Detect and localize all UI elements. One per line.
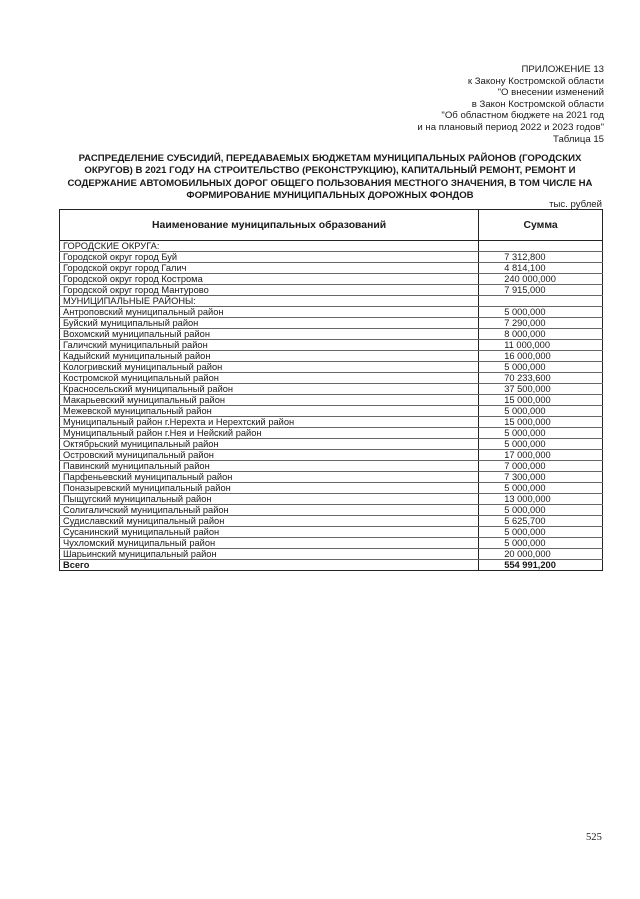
table-row [60, 505, 603, 516]
table-row [60, 351, 603, 362]
subsidy-amount: 16 000,000 [479, 351, 603, 362]
table-row [60, 494, 603, 505]
subsidy-amount: 5 000,000 [479, 505, 603, 516]
table-row [60, 285, 603, 296]
table-row [60, 549, 603, 560]
subsidy-amount: 7 290,000 [479, 318, 603, 329]
subsidy-amount: 7 312,800 [479, 252, 603, 263]
subsidy-amount: 5 000,000 [479, 483, 603, 494]
subsidy-amount: 17 000,000 [479, 450, 603, 461]
table-row [60, 274, 603, 285]
subsidy-amount: 20 000,000 [479, 549, 603, 560]
municipality-name: Городской округ город Галич [60, 263, 479, 274]
subsidy-amount: 5 000,000 [479, 307, 603, 318]
municipality-name: Макарьевский муниципальный район [60, 395, 479, 406]
municipality-name: Костромской муниципальный район [60, 373, 479, 384]
subsidy-amount: 15 000,000 [479, 417, 603, 428]
municipality-name: Городской округ город Буй [60, 252, 479, 263]
units-label: тыс. рублей [549, 199, 602, 210]
subsidy-amount: 15 000,000 [479, 395, 603, 406]
municipality-name: Чухломский муниципальный район [60, 538, 479, 549]
table-row [60, 472, 603, 483]
section-header-row [60, 296, 603, 307]
total-label: Всего [60, 560, 479, 571]
municipality-name: Судиславский муниципальный район [60, 516, 479, 527]
subsidy-amount: 5 000,000 [479, 406, 603, 417]
municipality-name: Шарьинский муниципальный район [60, 549, 479, 560]
header-line: в Закон Костромской области [471, 98, 604, 110]
municipality-name: Межевской муниципальный район [60, 406, 479, 417]
municipality-name: Пыщугский муниципальный район [60, 494, 479, 505]
subsidy-amount: 240 000,000 [479, 274, 603, 285]
table-row [60, 406, 603, 417]
municipality-name: Буйский муниципальный район [60, 318, 479, 329]
subsidy-amount: 4 814,100 [479, 263, 603, 274]
municipality-name: Солигаличский муниципальный район [60, 505, 479, 516]
municipality-name: Сусанинский муниципальный район [60, 527, 479, 538]
municipality-name: Городской округ город Мантурово [60, 285, 479, 296]
table-row [60, 384, 603, 395]
table-row [60, 340, 603, 351]
table-row [60, 439, 603, 450]
document-title: РАСПРЕДЕЛЕНИЕ СУБСИДИЙ, ПЕРЕДАВАЕМЫХ БЮДЖЕТАМ МУНИЦИПАЛЬНЫХ РАЙОНОВ (ГОРОДСКИХ ОКРУГОВ) В 2021 ГОДУ НА СТРОИТЕЛЬСТВО (РЕКОНСТРУКЦИЮ), КАПИТАЛЬНЫЙ РЕМОНТ, РЕМОНТ И СОДЕРЖАНИЕ АВТОМОБИЛЬНЫХ ДОРОГ ОБЩЕГО ПОЛЬЗОВАНИЯ МЕСТНОГО ЗНАЧЕНИЯ, В ТОМ ЧИСЛЕ НА ФОРМИРОВАНИЕ МУНИЦИПАЛЬНЫХ ДОРОЖНЫХ ФОНДОВ [67, 153, 593, 202]
municipality-name: Октябрьский муниципальный район [60, 439, 479, 450]
section-header-row [60, 241, 603, 252]
subsidy-amount [479, 241, 603, 252]
subsidy-amount: 7 300,000 [479, 472, 603, 483]
municipality-name: МУНИЦИПАЛЬНЫЕ РАЙОНЫ: [60, 296, 479, 307]
subsidy-table [59, 209, 603, 571]
header-line: "Об областном бюджете на 2021 год [441, 110, 604, 122]
table-row [60, 461, 603, 472]
municipality-name: Поназыревский муниципальный район [60, 483, 479, 494]
header-line: и на плановый период 2022 и 2023 годов" [417, 121, 604, 133]
municipality-name: ГОРОДСКИЕ ОКРУГА: [60, 241, 479, 252]
subsidy-amount [479, 296, 603, 307]
table-row [60, 450, 603, 461]
municipality-name: Островский муниципальный район [60, 450, 479, 461]
total-row [60, 560, 603, 571]
table-row [60, 483, 603, 494]
header-line: Таблица 15 [553, 133, 604, 145]
table-row [60, 373, 603, 384]
municipality-name: Муниципальный район г.Нерехта и Нерехтский район [60, 417, 479, 428]
table-row [60, 263, 603, 274]
column-header-sum: Сумма [479, 210, 603, 241]
table-row [60, 395, 603, 406]
total-amount: 554 991,200 [479, 560, 603, 571]
table-row [60, 428, 603, 439]
table-row [60, 362, 603, 373]
municipality-name: Парфеньевский муниципальный район [60, 472, 479, 483]
header-line: "О внесении изменений [497, 87, 604, 99]
municipality-name: Городской округ город Кострома [60, 274, 479, 285]
subsidy-amount: 5 000,000 [479, 362, 603, 373]
table-row [60, 307, 603, 318]
subsidy-amount: 7 000,000 [479, 461, 603, 472]
subsidy-amount: 5 625,700 [479, 516, 603, 527]
subsidy-amount: 5 000,000 [479, 538, 603, 549]
municipality-name: Антроповский муниципальный район [60, 307, 479, 318]
subsidy-amount: 5 000,000 [479, 527, 603, 538]
municipality-name: Красносельский муниципальный район [60, 384, 479, 395]
appendix-header [304, 64, 604, 145]
table-body [60, 241, 603, 571]
table-row [60, 527, 603, 538]
subsidy-amount: 5 000,000 [479, 428, 603, 439]
subsidy-amount: 7 915,000 [479, 285, 603, 296]
column-header-name: Наименование муниципальных образований [60, 210, 479, 241]
table-row [60, 538, 603, 549]
header-line: к Закону Костромской области [467, 75, 604, 87]
table-row [60, 329, 603, 340]
municipality-name: Муниципальный район г.Нея и Нейский район [60, 428, 479, 439]
subsidy-amount: 11 000,000 [479, 340, 603, 351]
table-row [60, 318, 603, 329]
subsidy-amount: 8 000,000 [479, 329, 603, 340]
page-number: 525 [586, 832, 602, 843]
municipality-name: Вохомский муниципальный район [60, 329, 479, 340]
subsidy-amount: 70 233,600 [479, 373, 603, 384]
table-row [60, 252, 603, 263]
table-row [60, 516, 603, 527]
subsidy-amount: 13 000,000 [479, 494, 603, 505]
municipality-name: Павинский муниципальный район [60, 461, 479, 472]
subsidy-amount: 37 500,000 [479, 384, 603, 395]
header-line: ПРИЛОЖЕНИЕ 13 [521, 64, 604, 75]
subsidy-amount: 5 000,000 [479, 439, 603, 450]
table-row [60, 417, 603, 428]
table-header-row [60, 210, 603, 241]
municipality-name: Кадыйский муниципальный район [60, 351, 479, 362]
municipality-name: Галичский муниципальный район [60, 340, 479, 351]
municipality-name: Кологривский муниципальный район [60, 362, 479, 373]
